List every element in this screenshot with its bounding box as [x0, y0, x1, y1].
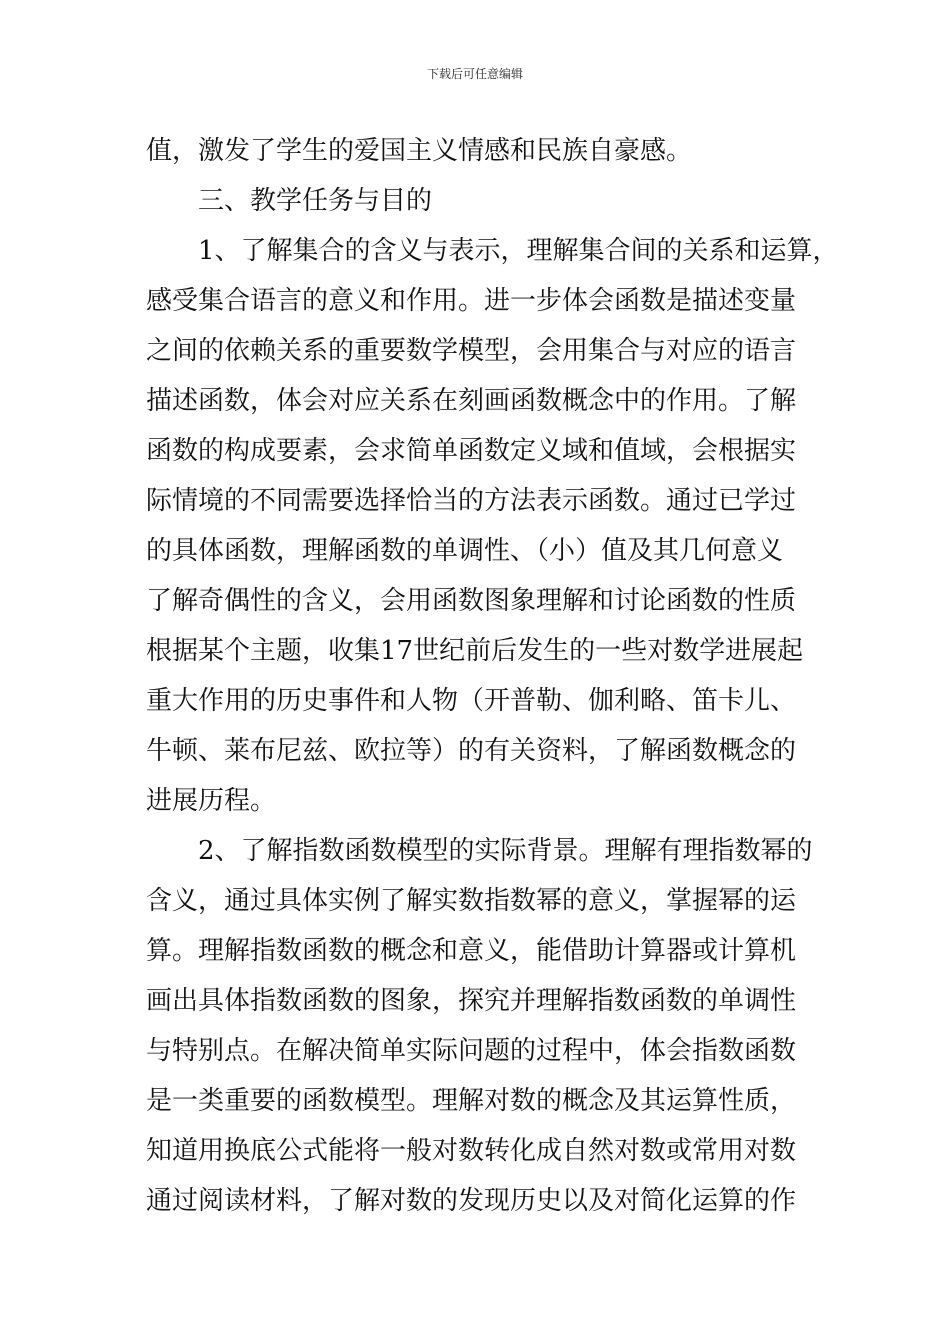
text-line: 值，激发了学生的爱国主义情感和民族自豪感。 — [146, 136, 693, 166]
text-line: 画出具体指数函数的图象，探究并理解指数函数的单调性 — [146, 986, 797, 1016]
text-line: 函数的构成要素，会求简单函数定义域和值域，会根据实 — [146, 436, 797, 466]
text-line: 了解奇偶性的含义，会用函数图象理解和讨论函数的性质 — [146, 586, 797, 616]
page-header: 下载后可任意编辑 — [426, 67, 523, 81]
text-line: 算。理解指数函数的概念和意义，能借助计算器或计算机 — [146, 936, 797, 966]
text-line: 知道用换底公式能将一般对数转化成自然对数或常用对数 — [146, 1136, 797, 1166]
text-line: 描述函数，体会对应关系在刻画函数概念中的作用。了解 — [146, 386, 797, 416]
text-line: 与特别点。在解决简单实际问题的过程中，体会指数函数 — [146, 1036, 797, 1066]
text-line: 际情境的不同需要选择恰当的方法表示函数。通过已学过 — [146, 486, 797, 516]
section-heading: 三、教学任务与目的 — [198, 186, 433, 216]
text-line: 感受集合语言的意义和作用。进一步体会函数是描述变量 — [146, 286, 797, 316]
text-line: 通过阅读材料，了解对数的发现历史以及对简化运算的作 — [146, 1186, 797, 1216]
paragraph-2-start: 2、了解指数函数模型的实际背景。理解有理指数幂的 — [198, 836, 813, 866]
text-line: 牛顿、莱布尼兹、欧拉等）的有关资料，了解函数概念的 — [146, 736, 797, 766]
text-line: 重大作用的历史事件和人物（开普勒、伽利略、笛卡儿、 — [146, 686, 797, 716]
text-line: 进展历程。 — [146, 786, 277, 816]
text-line: 含义，通过具体实例了解实数指数幂的意义，掌握幂的运 — [146, 886, 797, 916]
text-line: 根据某个主题，收集17世纪前后发生的一些对数学进展起 — [146, 636, 804, 666]
text-line: 之间的依赖关系的重要数学模型，会用集合与对应的语言 — [146, 336, 797, 366]
paragraph-1-start: 1、了解集合的含义与表示，理解集合间的关系和运算， — [198, 236, 839, 266]
text-line: 是一类重要的函数模型。理解对数的概念及其运算性质， — [146, 1086, 797, 1116]
text-line: 的具体函数，理解函数的单调性、（小）值及其几何意义 — [146, 536, 784, 566]
document-body — [146, 126, 839, 1226]
